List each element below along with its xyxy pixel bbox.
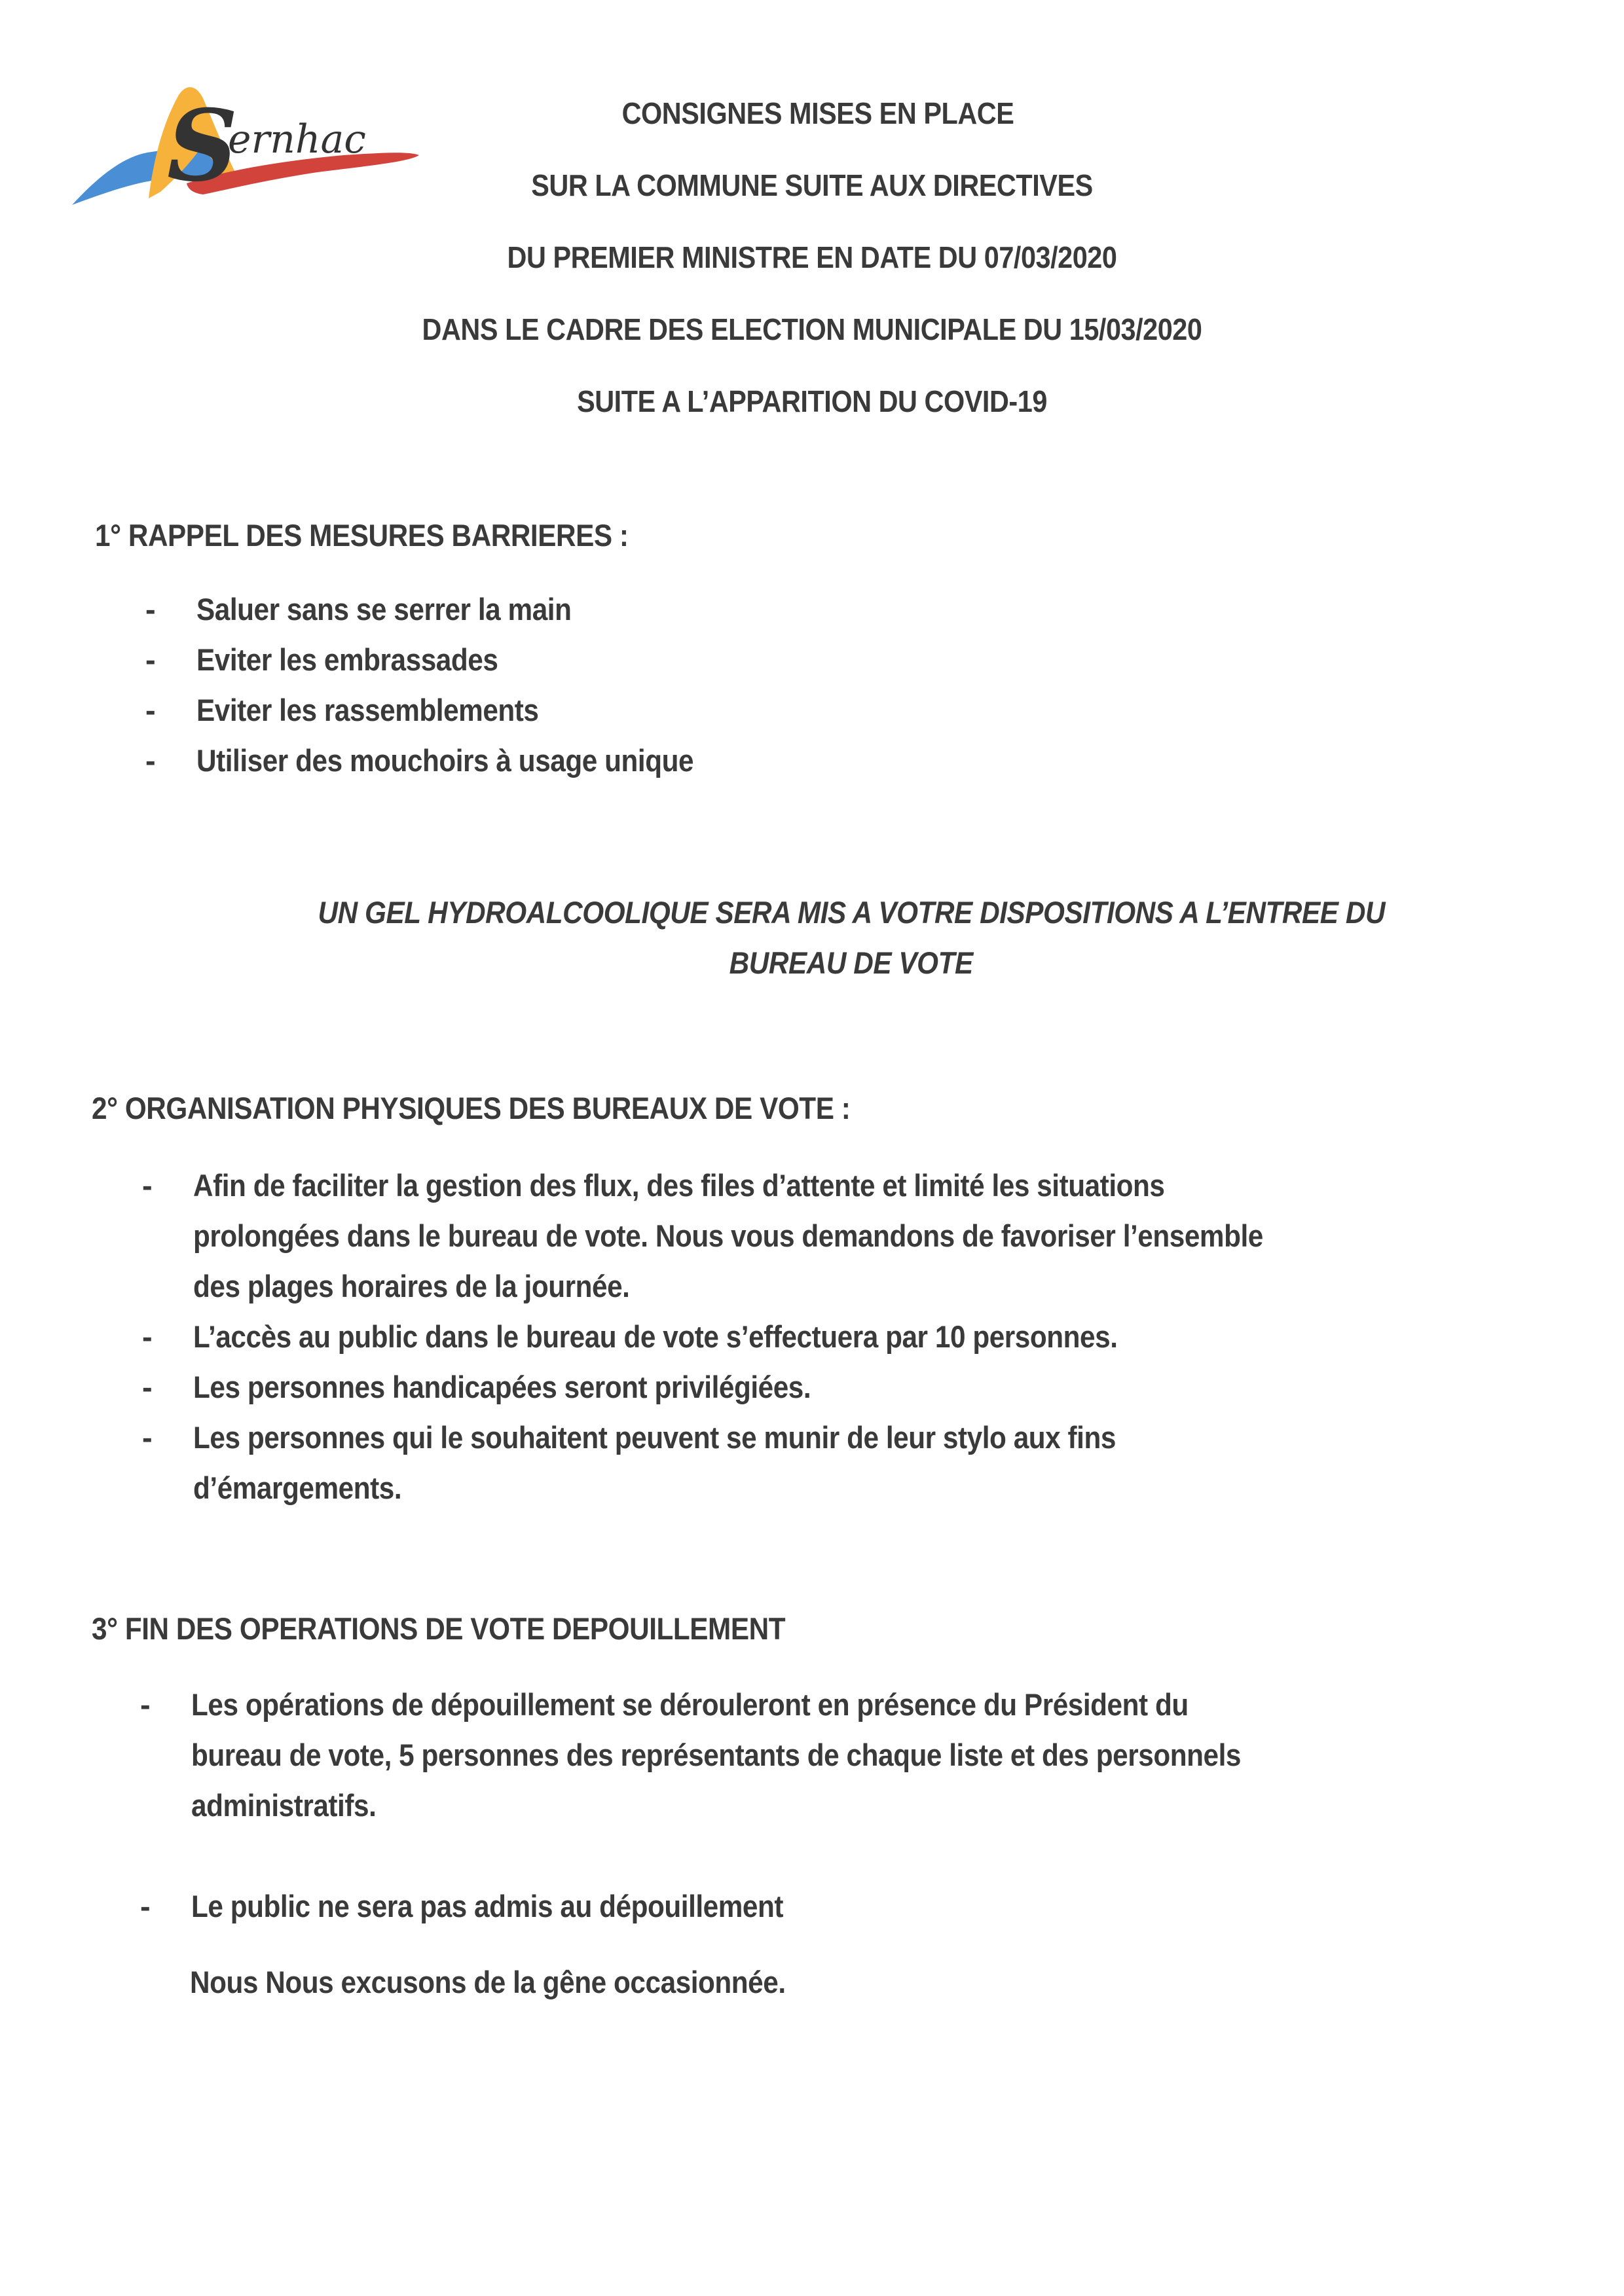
logo-wordmark: ernhac [228, 117, 366, 162]
notice-line: BUREAU DE VOTE [729, 945, 974, 980]
list-item: - Les personnes qui le souhaitent peuvent se munir de leur stylo aux fins d’émargements. [193, 1412, 1568, 1513]
section-1-list [145, 584, 1506, 786]
list-item: - Le public ne sera pas admis au dépouillement [191, 1881, 1566, 1931]
section-2-list [142, 1160, 1568, 1513]
section-3-list [140, 1679, 1566, 1931]
bullet-dash: - [142, 1168, 153, 1203]
list-item: - Les personnes handicapées seront privilégiées. [193, 1362, 1568, 1412]
list-item: - Afin de faciliter la gestion des flux, des files d’attente et limité les situations prolongées dans le bureau de vote. Nous vous demandons de favoriser l’ensemble des plages horaires de la journée. [193, 1160, 1568, 1311]
list-item: - Eviter les embrassades [196, 634, 1506, 685]
logo-s-letter: S [167, 88, 238, 204]
section-2-heading: 2° ORGANISATION PHYSIQUES DES BUREAUX DE VOTE : [92, 1091, 851, 1125]
closing-apology: Nous Nous excusons de la gêne occasionnée. [190, 1965, 786, 1999]
list-item: - Les opérations de dépouillement se dérouleront en présence du Président du bureau de vote, 5 personnes des représentants de chaque liste et des personnels administratifs. [191, 1679, 1566, 1831]
section-1-heading: 1° RAPPEL DES MESURES BARRIERES : [95, 518, 629, 553]
title-line: DANS LE CADRE DES ELECTION MUNICIPALE DU 15/03/2020 [422, 312, 1202, 346]
list-item: - L’accès au public dans le bureau de vote s’effectuera par 10 personnes. [193, 1311, 1568, 1362]
bullet-dash: - [142, 1420, 153, 1455]
bullet-dash: - [142, 1370, 153, 1404]
title-line: SUR LA COMMUNE SUITE AUX DIRECTIVES [531, 168, 1093, 202]
hand-gel-notice [196, 887, 1506, 988]
list-item: - Saluer sans se serrer la main [196, 584, 1506, 634]
bullet-dash: - [145, 592, 156, 627]
bullet-dash: - [145, 743, 156, 778]
bullet-dash: - [140, 1687, 151, 1722]
document-title [0, 77, 1624, 437]
bullet-dash: - [142, 1319, 153, 1354]
bullet-dash: - [140, 1889, 151, 1923]
title-line: DU PREMIER MINISTRE EN DATE DU 07/03/2020 [507, 240, 1117, 274]
title-line: SUITE A L’APPARITION DU COVID-19 [577, 384, 1047, 418]
title-line: CONSIGNES MISES EN PLACE [621, 96, 1014, 130]
notice-line: UN GEL HYDROALCOOLIQUE SERA MIS A VOTRE DISPOSITIONS A L’ENTREE DU [318, 895, 1385, 930]
bullet-dash: - [145, 642, 156, 677]
bullet-dash: - [145, 693, 156, 727]
list-item: - Eviter les rassemblements [196, 685, 1506, 735]
list-item: - Utiliser des mouchoirs à usage unique [196, 735, 1506, 786]
section-3-heading: 3° FIN DES OPERATIONS DE VOTE DEPOUILLEMENT [92, 1611, 786, 1646]
